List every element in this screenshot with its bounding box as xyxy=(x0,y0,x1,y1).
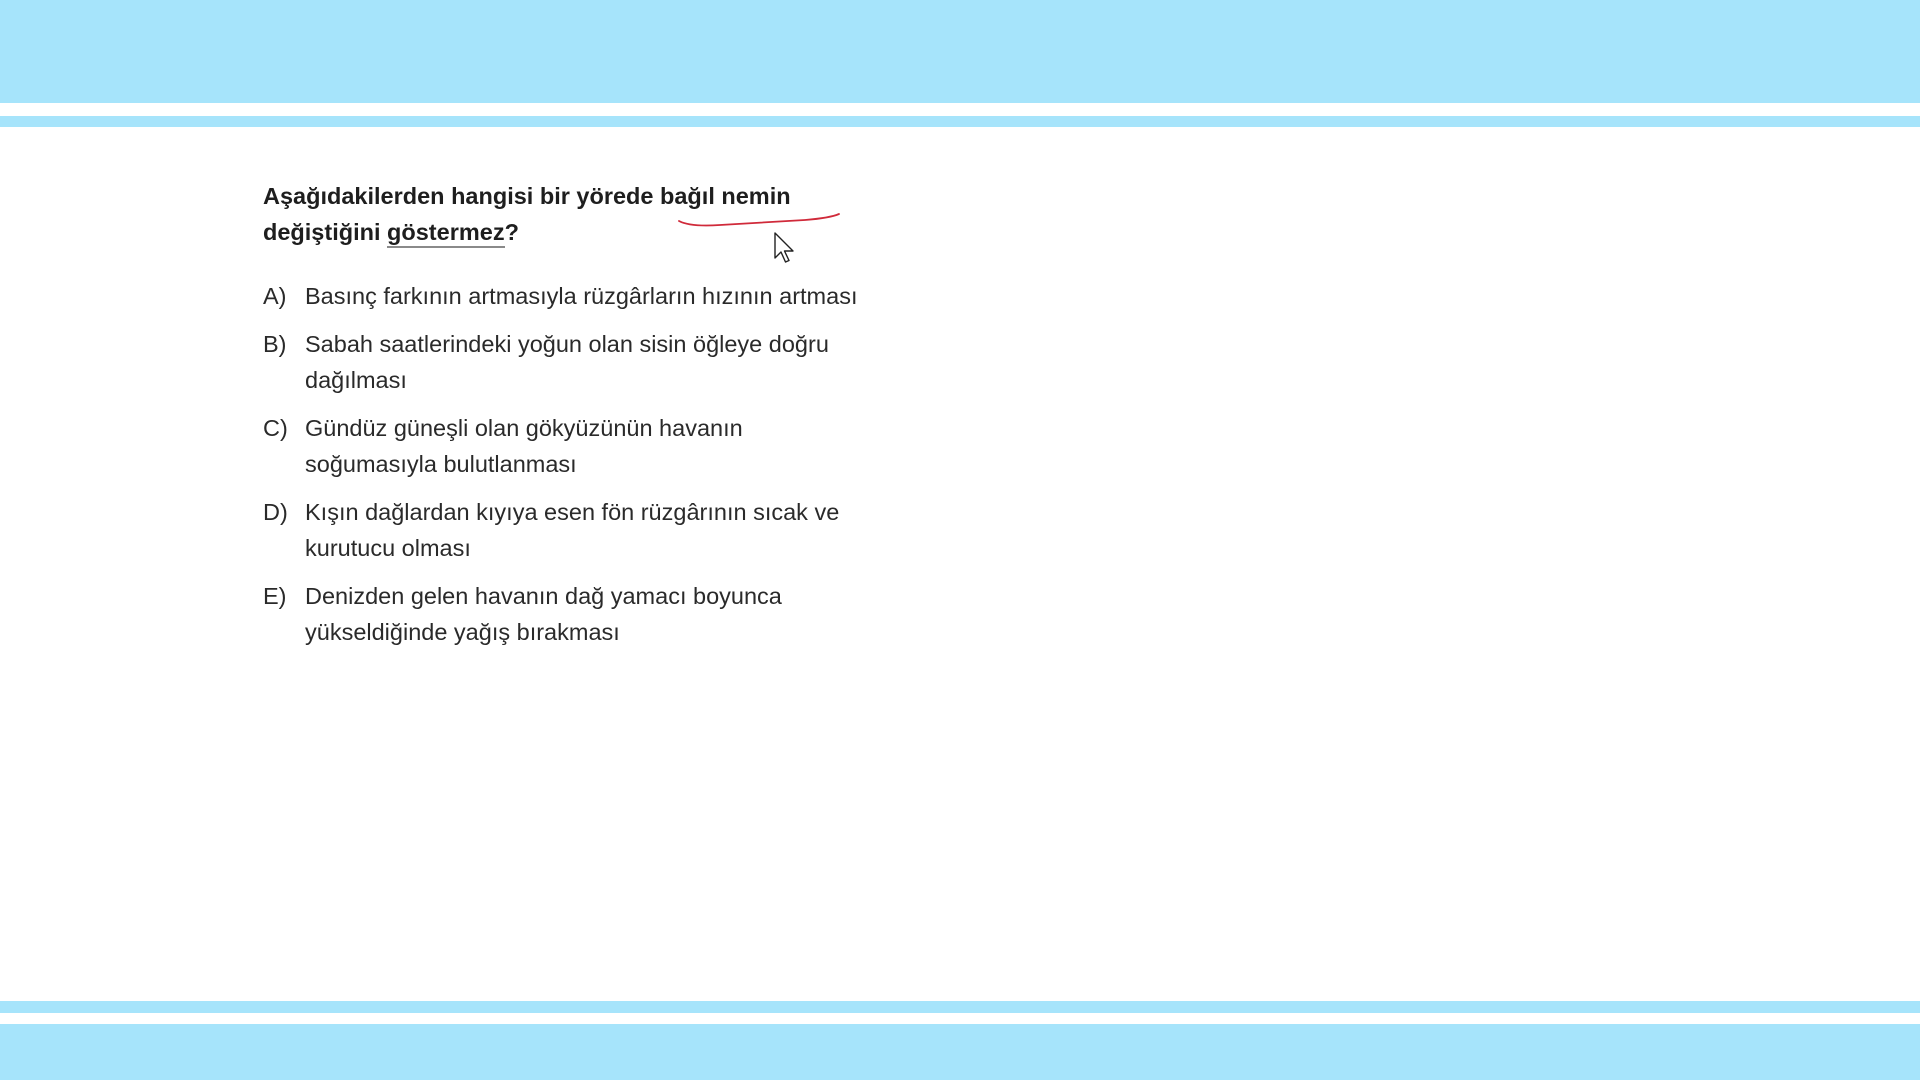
question-text xyxy=(263,178,923,250)
answer-options xyxy=(263,278,923,662)
question-line-1: Aşağıdakilerden hangisi bir yörede bağıl nemin xyxy=(263,183,791,209)
question-line-2-suffix: ? xyxy=(504,219,519,245)
option-b[interactable] xyxy=(263,326,923,398)
option-text: Basınç farkının artmasıyla rüzgârların hızının artması xyxy=(305,283,858,309)
option-a[interactable] xyxy=(263,278,923,314)
option-text: kurutucu olması xyxy=(305,535,471,561)
bottom-stripe xyxy=(0,1001,1920,1013)
option-letter: A) xyxy=(263,283,287,309)
option-text: Kışın dağlardan kıyıya esen fön rüzgârının sıcak ve xyxy=(305,499,840,525)
question-emphasis: göstermez xyxy=(387,219,505,248)
option-letter: D) xyxy=(263,499,288,525)
option-d[interactable] xyxy=(263,494,923,566)
option-text: soğumasıyla bulutlanması xyxy=(305,451,577,477)
bottom-banner xyxy=(0,1024,1920,1080)
option-letter: B) xyxy=(263,331,287,357)
option-c[interactable] xyxy=(263,410,923,482)
option-text: Denizden gelen havanın dağ yamacı boyunca xyxy=(305,583,782,609)
option-text: Sabah saatlerindeki yoğun olan sisin öğleye doğru xyxy=(305,331,829,357)
option-letter: E) xyxy=(263,583,287,609)
option-text: yükseldiğinde yağış bırakması xyxy=(305,619,620,645)
option-e[interactable] xyxy=(263,578,923,650)
mouse-pointer-icon xyxy=(773,232,797,266)
question-line-2-prefix: değiştiğini xyxy=(263,219,388,245)
question-line-2 xyxy=(263,214,923,250)
top-banner xyxy=(0,0,1920,103)
option-text: Gündüz güneşli olan gökyüzünün havanın xyxy=(305,415,743,441)
option-text: dağılması xyxy=(305,367,407,393)
top-stripe xyxy=(0,116,1920,127)
option-letter: C) xyxy=(263,415,288,441)
